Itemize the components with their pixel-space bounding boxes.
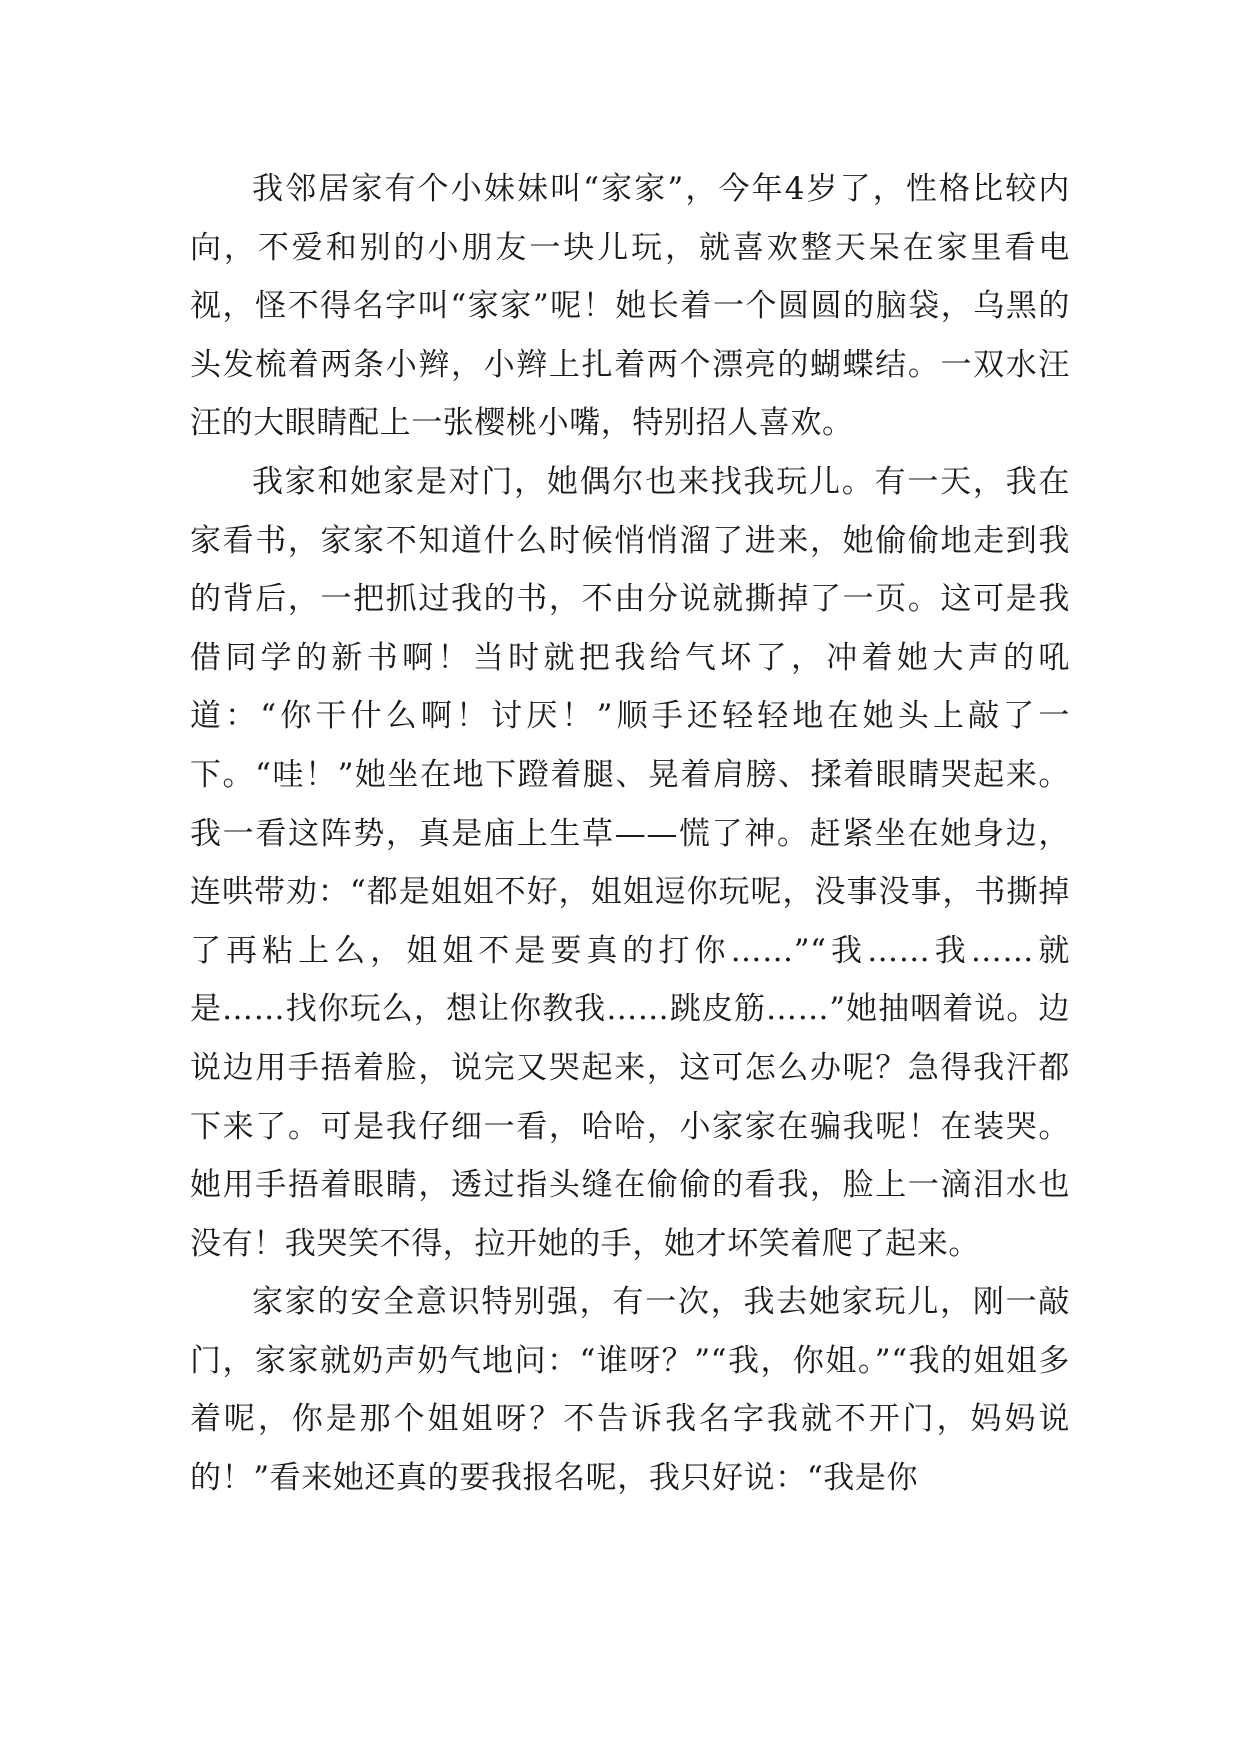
paragraph-3: 家家的安全意识特别强，有一次，我去她家玩儿，刚一敲门，家家就奶声奶气地问：“谁呀？”“我，你姐。”“我的姐姐多着呢，你是那个姐姐呀？不告诉我名字我就不开门，妈妈说的！”看来她还真的要我报名呢，我只好说：“我是你 (190, 1284, 1070, 1497)
paragraph-1: 我邻居家有个小妹妹叫“家家”，今年4岁了，性格比较内向，不爱和别的小朋友一块儿玩，就喜欢整天呆在家里看电视，怪不得名字叫“家家”呢！她长着一个圆圆的脑袋，乌黑的头发梳着两条小辫，小辫上扎着两个漂亮的蝴蝶结。一双水汪汪的大眼睛配上一张樱桃小嘴，特别招人喜欢。 (190, 171, 1070, 442)
paragraph-2: 我家和她家是对门，她偶尔也来找我玩儿。有一天，我在家看书，家家不知道什么时候悄悄溜了进来，她偷偷地走到我的背后，一把抓过我的书，不由分说就撕掉了一页。这可是我借同学的新书啊！当时就把我给气坏了，冲着她大声的吼道：“你干什么啊！讨厌！”顺手还轻轻地在她头上敲了一下。“哇！”她坐在地下蹬着腿、晃着肩膀、揉着眼睛哭起来。我一看这阵势，真是庙上生草——慌了神。赶紧坐在她身边，连哄带劝：“都是姐姐不好，姐姐逗你玩呢，没事没事，书撕掉了再粘上么，姐姐不是要真的打你……”“我……我……就是……找你玩么，想让你教我……跳皮筋……”她抽咽着说。边说边用手捂着脸，说完又哭起来，这可怎么办呢？急得我汗都下来了。可是我仔细一看，哈哈，小家家在骗我呢！在装哭。她用手捂着眼睛，透过指头缝在偷偷的看我，脸上一滴泪水也没有！我哭笑不得，拉开她的手，她才坏笑着爬了起来。 (190, 463, 1070, 1262)
document-body (190, 160, 1070, 1508)
